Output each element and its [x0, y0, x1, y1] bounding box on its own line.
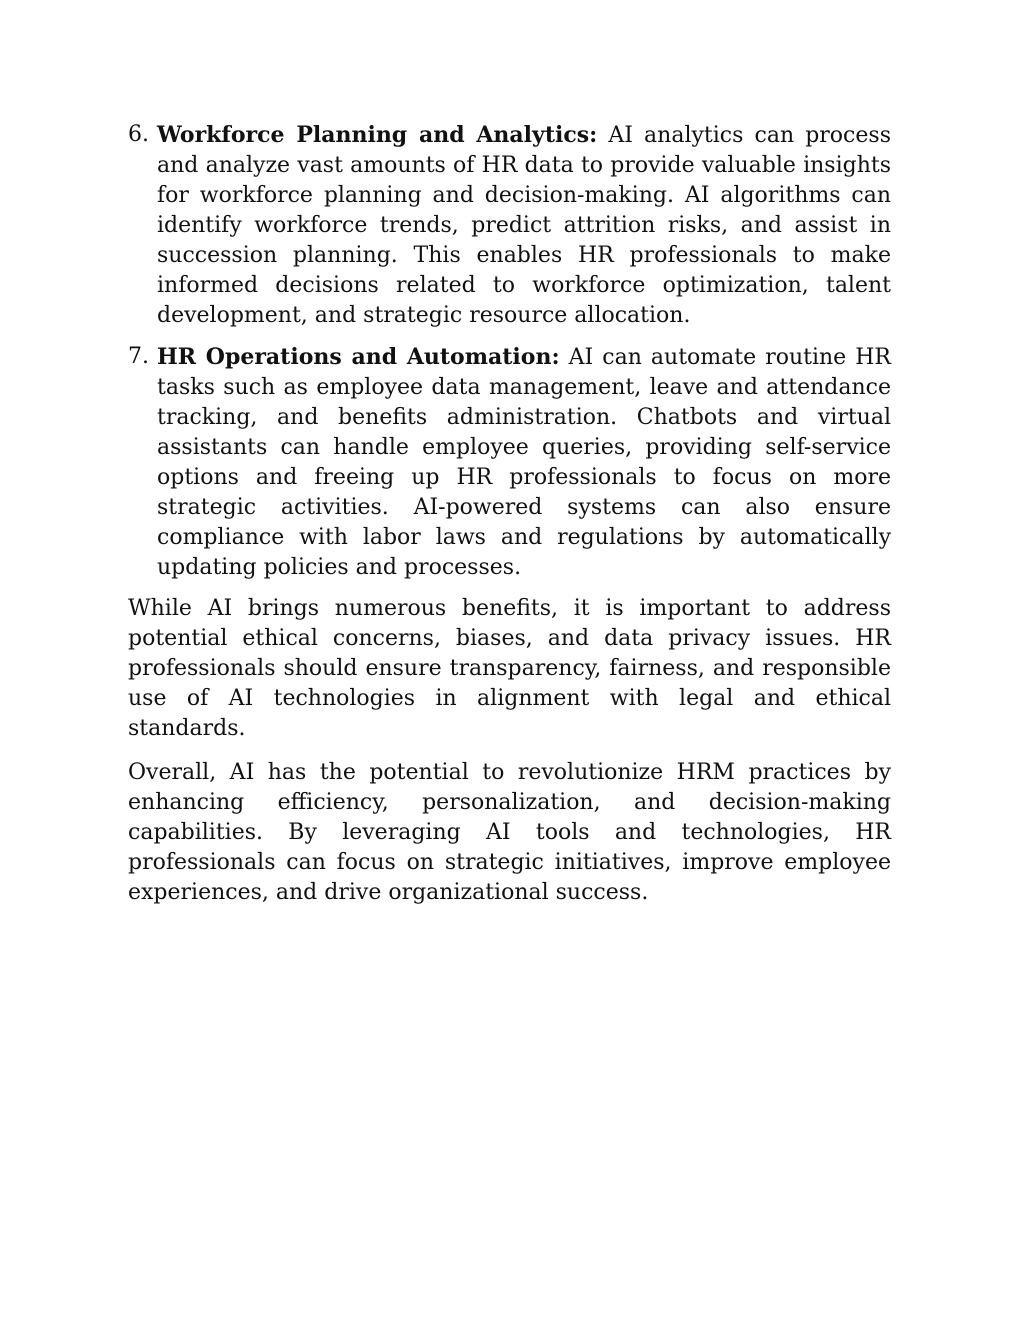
list-item-workforce-planning	[128, 120, 891, 331]
page-content	[128, 120, 891, 922]
numbered-list	[128, 120, 891, 583]
list-item-heading: Workforce Planning and Analytics:	[157, 122, 598, 148]
paragraph-conclusion: Overall, AI has the potential to revolutionize HRM practices by enhancing efficiency, personalization, and decision-making capabilities. By leveraging AI tools and technologies, HR professionals can focus on strategic initiatives, improve employee experiences, and drive organizational success.	[128, 760, 891, 905]
list-item-number: 7.	[128, 344, 149, 369]
list-item-heading: HR Operations and Automation:	[157, 344, 560, 370]
list-item-hr-operations	[128, 342, 891, 583]
list-item-number: 6.	[128, 122, 149, 147]
paragraph-ethics: While AI brings numerous benefits, it is important to address potential ethical concerns, biases, and data privacy issues. HR professionals should ensure transparency, fairness, and responsible use of AI technologies in alignment with legal and ethical standards.	[128, 596, 891, 741]
list-item-body: AI can automate routine HR tasks such as employee data management, leave and attendance tracking, and benefits administration. Chatbots and virtual assistants can handle employee queries, providing self-service options and freeing up HR professionals to focus on more strategic activities. AI-powered systems can also ensure compliance with labor laws and regulations by automatically updating policies and processes.	[157, 345, 891, 580]
list-item-body: AI analytics can process and analyze vast amounts of HR data to provide valuable insights for workforce planning and decision-making. AI algorithms can identify workforce trends, predict attrition risks, and assist in succession planning. This enables HR professionals to make informed decisions related to workforce optimization, talent development, and strategic resource allocation.	[157, 123, 891, 328]
